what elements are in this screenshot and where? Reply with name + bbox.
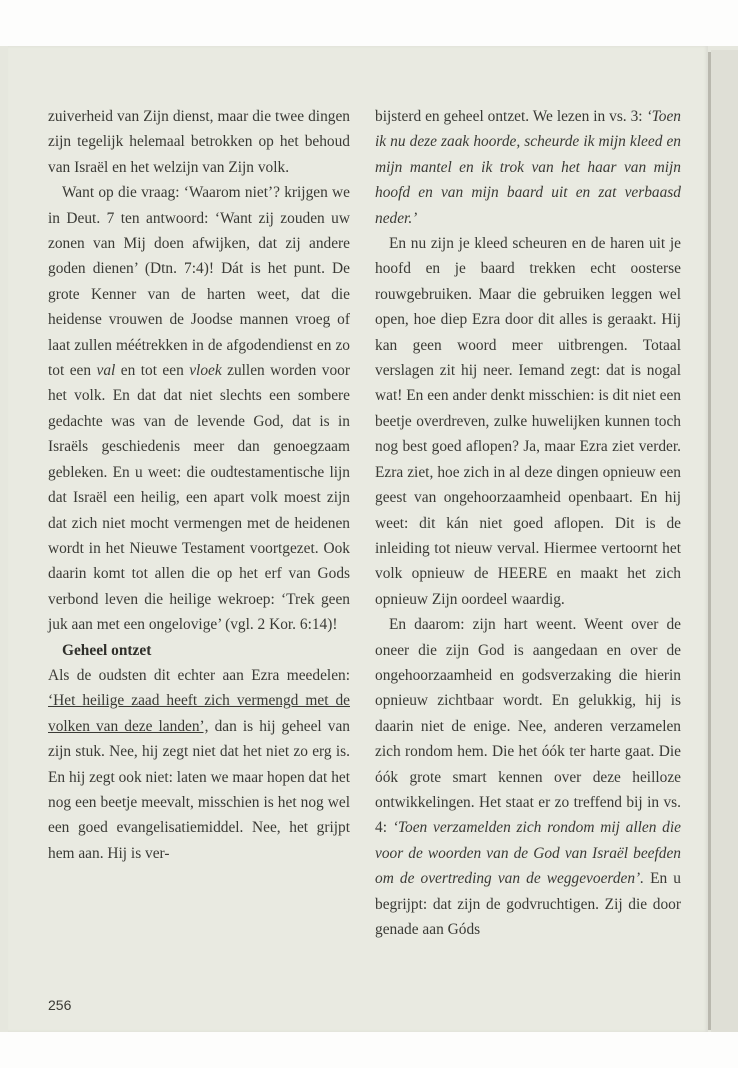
- page-number: 256: [48, 997, 72, 1013]
- paragraph: En nu zijn je kleed scheuren en de haren uit je hoofd en je baard trekken echt oosterse rouwgebruiken. Maar die gebruiken leggen wel open, hoe diep Ezra door dit alles is geraakt. Hij kan geen woord meer uitbrengen. Totaal verslagen zit hij neer. Iemand zegt: dat is nogal wat! En een ander denkt misschien: is dit niet een beetje overdreven, zulke huwelijken kunnen toch nog best goed aflopen? Ja, maar Ezra ziet verder. Ezra ziet, hoe zich in al deze dingen opnieuw een geest van ongehoorzaamheid openbaart. En hij weet: dit kán niet goed aflopen. Dit is de inleiding tot nieuw verval. Hiermee vertoornt het volk opnieuw de HEERE en maakt het zich opnieuw Zijn oordeel waardig.: [375, 235, 681, 608]
- paragraph: En daarom: zijn hart weent. Weent over de oneer die zijn God is aangedaan en over de ongehoorzaamheid en godsverzaking die hierin opnieuw zichtbaar wordt. En gelukkig, hij is daarin niet de enige. Nee, anderen verzamelen zich rondom hem. Die het óók ter harte gaat. Die óók grote smart kennen over deze heilloze ontwikkelingen. Het staat er zo treffend bij in vs. 4: ‘Toen verzamelden zich rondom mij allen die voor de woorden van de God van Israël beefden om de overtreding van de weggevoerden’. En u begrijpt: dat zijn de godvruchtigen. Zij die door genade aan Góds: [375, 616, 681, 938]
- right-column: [375, 104, 681, 942]
- next-page-edge: [711, 50, 738, 1032]
- paragraph: zuiverheid van Zijn dienst, maar die twee dingen zijn tegelijk helemaal betrokken op het behoud van Israël en het welzijn van Zijn volk.: [48, 108, 350, 176]
- paragraph: Want op die vraag: ‘Waarom niet’? krijgen we in Deut. 7 ten antwoord: ‘Want zij zouden uw zonen van Mij doen afwijken, dat zij andere goden dienen’ (Dtn. 7:4)! Dát is het punt. De grote Kenner van de harten weet, dat die heidense vrouwen de Joodse mannen vroeg of laat zullen méétrekken in de afgodendienst en zo tot een val en tot een vloek zullen worden voor het volk. En dat dat niet slechts een sombere gedachte was van de levende God, dat is in Israëls geschiedenis meer dan genoegzaam gebleken. En u weet: die oudtestamentische lijn dat Israël een heilig, een apart volk moest zijn dat zich niet mocht vermengen met de heidenen wordt in het Nieuwe Testament voortgezet. Ook daarin komt tot allen die op het erf van Gods verbond leven die heilige wekroep: ‘Trek geen juk aan met een ongelovige’ (vgl. 2 Kor. 6:14)!: [48, 184, 350, 634]
- emphasis-val: val: [96, 362, 116, 380]
- paragraph: Als de oudsten dit echter aan Ezra meedelen: ‘Het heilige zaad heeft zich vermengd met de volken van deze landen’, dan is hij geheel van zijn stuk. Nee, hij zegt niet dat het niet zo erg is. En hij zegt ook niet: laten we maar hopen dat het nog een beetje meevalt, misschien is het nog wel een goed evangelisatiemiddel. Nee, het grijpt hem aan. Hij is ver-: [48, 666, 350, 862]
- emphasis-vloek: vloek: [189, 362, 222, 380]
- bible-quote: ‘Toen verzamelden zich rondom mij allen die voor de woorden van de God van Israël beefden om de overtreding van de weggevoerden’.: [375, 819, 681, 888]
- bible-quote: ‘Toen ik nu deze zaak hoorde, scheurde ik mijn kleed en mijn mantel en ik trok van het haar van mijn hoofd en van mijn baard uit en zat verbaasd neder.’: [375, 108, 681, 227]
- paragraph: bijsterd en geheel ontzet. We lezen in vs. 3: ‘Toen ik nu deze zaak hoorde, scheurde ik mijn kleed en mijn mantel en ik trok van het haar van mijn hoofd en van mijn baard uit en zat verbaasd neder.’: [375, 108, 681, 227]
- left-column: [48, 104, 350, 866]
- underlined-quote: ‘Het heilige zaad heeft zich vermengd met de volken van deze landen’,: [48, 692, 350, 735]
- section-heading: Geheel ontzet: [62, 641, 152, 659]
